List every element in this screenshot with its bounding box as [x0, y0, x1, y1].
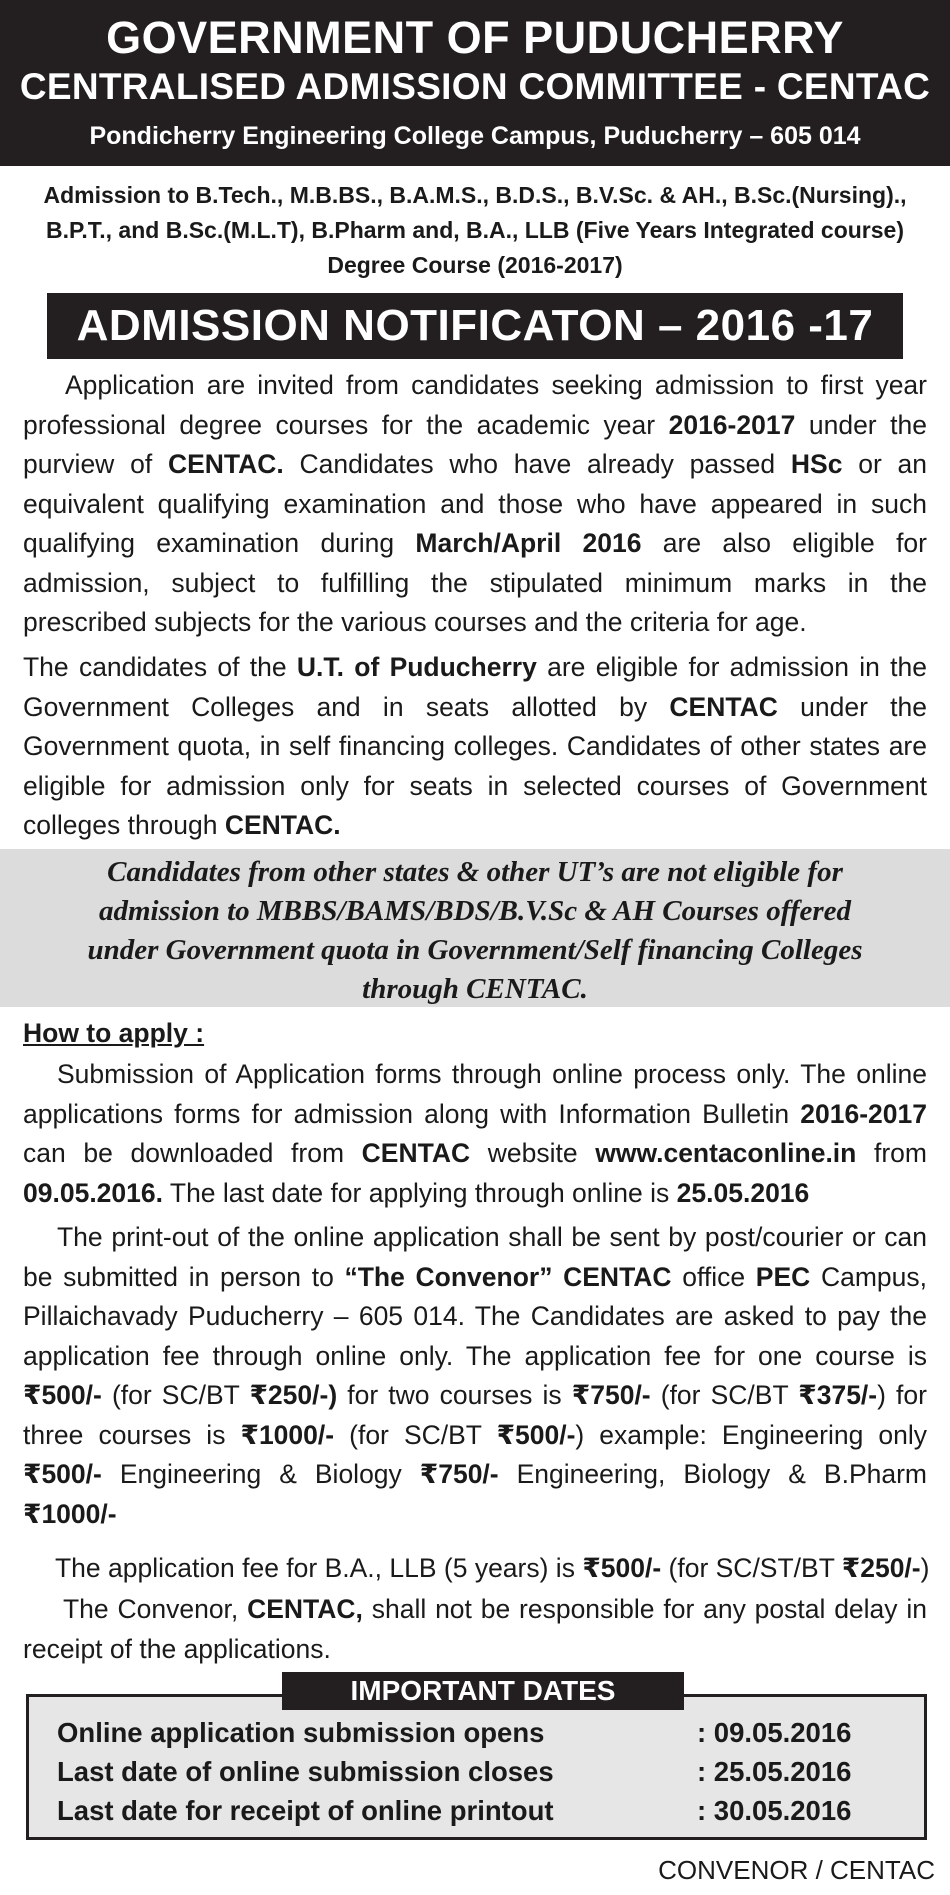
date-label: Last date for receipt of online printout: [57, 1795, 554, 1826]
text-bold: 2016-2017: [800, 1098, 927, 1129]
address-line: Pondicherry Engineering College Campus, Puducherry – 605 014: [89, 122, 861, 150]
text-bold: HSc: [790, 449, 843, 479]
text-bold: PEC: [755, 1261, 811, 1292]
courses-line-1: Admission to B.Tech., M.B.BS., B.A.M.S., B.D.S., B.V.Sc. & AH., B.Sc.(Nursing).,: [43, 182, 907, 208]
paragraph-eligibility: [23, 648, 927, 846]
text: (for SC/ST/BT: [661, 1553, 842, 1583]
date-value: : 25.05.2016: [697, 1756, 852, 1787]
fee-amount: ₹500/-: [23, 1380, 102, 1410]
date-row: [57, 1752, 857, 1791]
text: from: [856, 1138, 927, 1168]
text-bold: March/April 2016: [415, 528, 642, 558]
text-bold: CENTAC: [361, 1138, 471, 1168]
text-bold: CENTAC.: [224, 810, 341, 840]
paragraph-online-process: [23, 1055, 927, 1213]
text-bold: 2016-2017: [668, 409, 796, 440]
notice-line-2: admission to MBBS/BAMS/BDS/B.V.Sc & AH Courses offered: [98, 895, 852, 927]
text: ): [920, 1553, 930, 1583]
important-dates-list: [57, 1713, 857, 1830]
text-bold: 09.05.2016.: [23, 1177, 163, 1208]
text: ) for three courses is: [23, 1380, 927, 1450]
text-bold: U.T. of Puducherry: [296, 652, 537, 682]
paragraph-fees: [23, 1218, 927, 1534]
fee-amount: ₹750/-: [419, 1459, 499, 1489]
text: Engineering, Biology & B.Pharm: [498, 1459, 928, 1489]
text: (for SC/BT: [101, 1380, 250, 1410]
text: The Convenor,: [63, 1594, 248, 1624]
text: Submission of Application forms through online process only. The online applications forms for admission along with Information Bulletin: [23, 1059, 927, 1129]
text: The last date for applying through online is: [163, 1177, 677, 1208]
text: Campus, Pillaichavady Puducherry – 605 014. The Candidates are asked to pay the application fee through online only. The application fee for one course is: [23, 1261, 927, 1371]
text: are eligible for admission in the Government Colleges and in seats allotted by: [23, 652, 927, 722]
text: (for SC/BT: [650, 1380, 799, 1410]
text-bold: CENTAC: [669, 691, 778, 722]
paragraph-disclaimer: [23, 1590, 927, 1669]
text: ) example: Engineering only: [575, 1419, 927, 1450]
text: Application are invited from candidates seeking admission to first year professional degree courses for the academic year: [23, 370, 927, 440]
paragraph-invitation: [23, 366, 927, 643]
text: website: [470, 1138, 596, 1168]
text: shall not be responsible for any postal delay in receipt of the applications.: [23, 1594, 927, 1664]
fee-amount: ₹1000/-: [240, 1419, 335, 1450]
text: under the purview of: [23, 409, 927, 479]
text: office: [671, 1261, 756, 1292]
text: Engineering & Biology: [101, 1459, 420, 1489]
date-value: : 09.05.2016: [697, 1717, 852, 1748]
courses-line-3: Degree Course (2016-2017): [327, 252, 623, 278]
committee-title: CENTRALISED ADMISSION COMMITTEE - CENTAC: [19, 66, 931, 107]
text: or an equivalent qualifying examination and those who have appeared in such qualifying examination during: [23, 449, 928, 558]
website-text: www.centaconline.in: [595, 1138, 857, 1168]
text: can be downloaded from: [23, 1138, 362, 1168]
notice-line-4: through CENTAC.: [362, 973, 588, 1005]
text-bold: CENTAC.: [167, 449, 284, 479]
text: Candidates who have already passed: [283, 449, 791, 479]
courses-line-2: B.P.T., and B.Sc.(M.L.T), B.Pharm and, B.A., LLB (Five Years Integrated course): [46, 217, 904, 243]
convenor-signature: CONVENOR / CENTAC: [658, 1855, 935, 1885]
text: for two courses is: [337, 1380, 572, 1410]
fee-amount: ₹1000/-: [23, 1498, 117, 1529]
how-to-apply-heading: How to apply :: [23, 1018, 205, 1048]
text: The application fee for B.A., LLB (5 years) is: [55, 1553, 583, 1583]
date-label: Last date of online submission closes: [57, 1756, 554, 1787]
date-row: [57, 1713, 857, 1752]
fee-amount: ₹500/-: [23, 1459, 102, 1489]
fee-amount: ₹500/-: [496, 1419, 576, 1450]
text: are also eligible for admission, subject to fulfilling the stipulated minimum marks in the prescribed subjects for the various courses and the criteria for age.: [23, 528, 927, 637]
notification-title: ADMISSION NOTIFICATON – 2016 -17: [47, 293, 903, 359]
fee-amount: ₹750/-: [571, 1380, 651, 1410]
header-banner: [0, 0, 950, 166]
date-row: [57, 1791, 857, 1830]
notice-line-1: Candidates from other states & other UT’s are not eligible for: [107, 856, 843, 888]
notice-box: [0, 849, 950, 1007]
text: The print-out of the online application shall be sent by post/courier or can be submitted in person to: [23, 1222, 927, 1292]
courses-heading: [14, 178, 936, 283]
fee-amount: ₹375/-: [798, 1380, 878, 1410]
govt-title: GOVERNMENT OF PUDUCHERRY: [106, 12, 844, 63]
text-bold: 25.05.2016: [676, 1177, 810, 1208]
paragraph-llb-fee: [55, 1549, 935, 1589]
text: (for SC/BT: [334, 1419, 497, 1450]
fee-amount: ₹250/-: [841, 1553, 921, 1583]
fee-amount: ₹500/-: [582, 1553, 662, 1583]
date-value: : 30.05.2016: [697, 1795, 852, 1826]
text-bold: “The Convenor” CENTAC: [344, 1261, 672, 1292]
text: The candidates of the: [23, 652, 297, 682]
fee-amount: ₹250/-): [249, 1380, 338, 1410]
text: under the Government quota, in self financing colleges. Candidates of other states are eligible for admission only for seats in selected courses of Government colleges through: [23, 691, 928, 840]
text-bold: CENTAC,: [247, 1594, 363, 1624]
date-label: Online application submission opens: [57, 1717, 545, 1748]
important-dates-heading: IMPORTANT DATES: [282, 1672, 684, 1710]
notice-line-3: under Government quota in Government/Self financing Colleges: [87, 934, 863, 966]
